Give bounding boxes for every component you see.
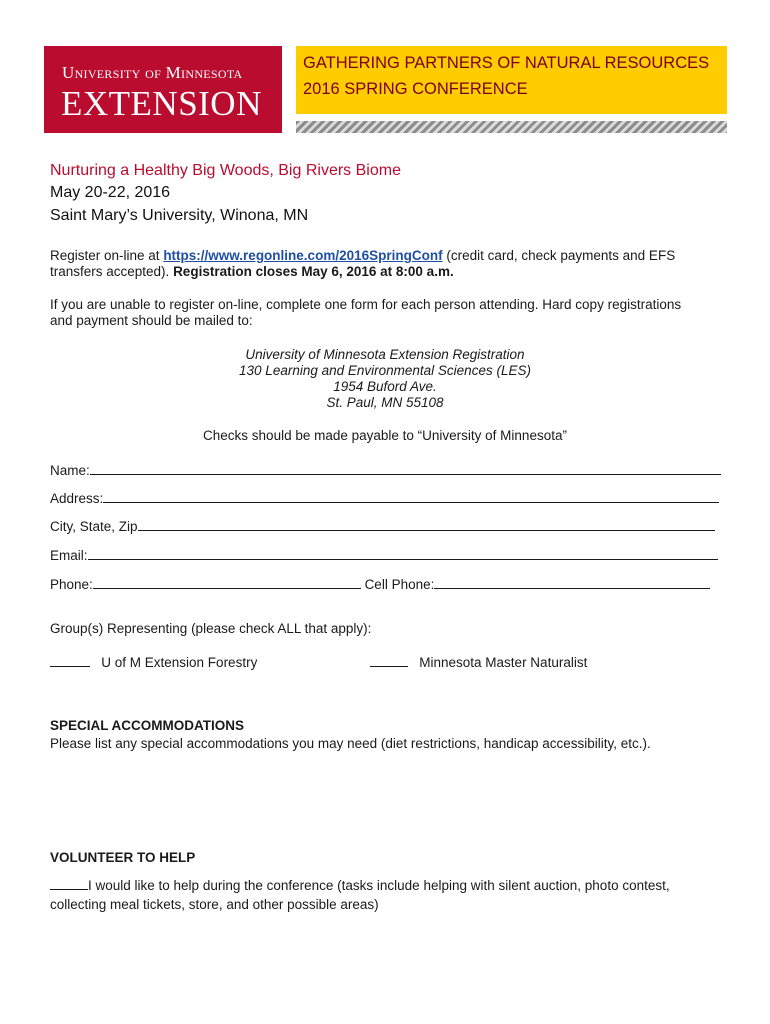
event-location: Saint Mary’s University, Winona, MN (50, 207, 309, 224)
email-input-line[interactable] (88, 547, 718, 560)
accommodations-text: Please list any special accommodations you may need (diet restrictions, handicap accessibility, etc.). (50, 736, 651, 751)
register-online-line1 (50, 248, 675, 264)
checks-payable-note: Checks should be made payable to “University of Minnesota” (203, 428, 567, 443)
volunteer-line1 (50, 877, 670, 893)
register-transfer-text: transfers accepted). (50, 264, 174, 279)
phone-input-line[interactable] (93, 576, 361, 589)
mail-instructions-line1: If you are unable to register on-line, complete one form for each person attending. Hard copy registrations (50, 297, 682, 312)
register-online-line2 (50, 264, 454, 280)
name-label: Name: (50, 463, 90, 478)
city-field-row (50, 518, 715, 534)
group-option-naturalist (370, 654, 587, 670)
address-input-line[interactable] (103, 490, 719, 503)
cell-phone-label: Cell Phone: (364, 577, 435, 592)
mailing-address-line: 1954 Buford Ave. (333, 379, 437, 394)
volunteer-line2: collecting meal tickets, store, and other possible areas) (50, 897, 379, 912)
phone-field-row (50, 576, 710, 592)
volunteer-text: I would like to help during the conference (tasks include helping with silent auction, photo contest, (88, 878, 670, 893)
name-field-row (50, 462, 721, 478)
group-option-forestry (50, 654, 257, 670)
volunteer-check-line[interactable] (50, 877, 88, 890)
mailing-address-line: 130 Learning and Environmental Sciences (LES) (239, 363, 531, 378)
forestry-check-line[interactable] (50, 654, 90, 667)
volunteer-heading: VOLUNTEER TO HELP (50, 850, 196, 865)
register-suffix: (credit card, check payments and EFS (442, 248, 676, 263)
conference-banner (296, 46, 727, 114)
registration-link[interactable]: https://www.regonline.com/2016SpringConf (163, 248, 443, 263)
logo-university-name: University of Minnesota (62, 63, 243, 82)
phone-label: Phone: (50, 577, 93, 592)
address-label: Address: (50, 491, 104, 506)
naturalist-label: Minnesota Master Naturalist (419, 655, 588, 670)
university-logo (44, 46, 282, 133)
email-field-row (50, 547, 718, 563)
register-prefix: Register on-line at (50, 248, 164, 263)
logo-extension: EXTENSION (61, 84, 262, 123)
registration-deadline: Registration closes May 6, 2016 at 8:00 a.m. (173, 264, 454, 279)
mail-instructions-line2: and payment should be mailed to: (50, 313, 253, 328)
banner-subtitle: 2016 SPRING CONFERENCE (303, 80, 528, 98)
address-field-row (50, 490, 719, 506)
accommodations-heading: SPECIAL ACCOMMODATIONS (50, 718, 245, 733)
banner-title: GATHERING PARTNERS OF NATURAL RESOURCES (303, 54, 710, 72)
decorative-stripe (296, 121, 727, 133)
email-label: Email: (50, 548, 88, 563)
cell-phone-input-line[interactable] (434, 576, 710, 589)
name-input-line[interactable] (90, 462, 721, 475)
mailing-address-line: St. Paul, MN 55108 (326, 395, 444, 410)
naturalist-check-line[interactable] (370, 654, 408, 667)
groups-prompt: Group(s) Representing (please check ALL that apply): (50, 621, 372, 636)
city-label: City, State, Zip (50, 519, 138, 534)
forestry-label: U of M Extension Forestry (101, 655, 258, 670)
event-subtitle: Nurturing a Healthy Big Woods, Big Rivers Biome (50, 162, 401, 179)
city-input-line[interactable] (138, 518, 715, 531)
mailing-address-line: University of Minnesota Extension Registration (245, 347, 525, 362)
event-dates: May 20-22, 2016 (50, 184, 171, 201)
